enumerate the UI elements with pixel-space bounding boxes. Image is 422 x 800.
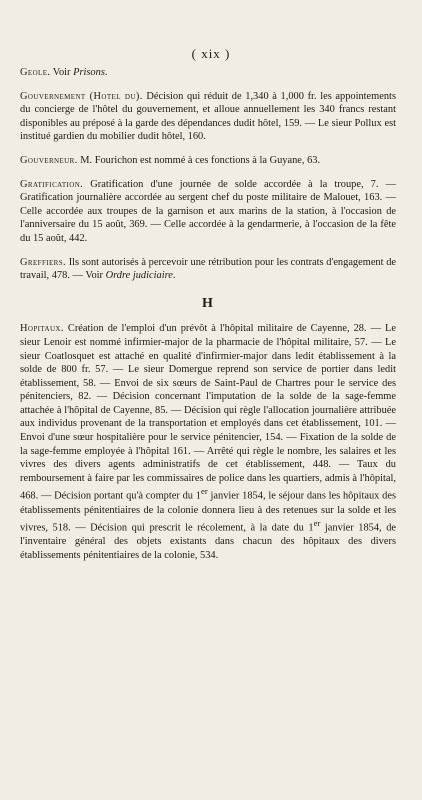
entry-hopitaux	[20, 322, 396, 562]
entry-gouvernement	[20, 90, 396, 144]
entry-reference: Ordre judiciaire	[105, 270, 173, 282]
entry-text: Gratification d'une journée de solde accordée à la troupe, 7. — Gratification journalière accordée au sergent chef du poste militaire de Malouet, 163. — Celle accordée aux troupes de la garnison et aux marins de la station, à l'occasion de l'anniversaire du 15 août, 369. — Celle accordée à la gendarmerie, à l'occasion de la fête du 15 août, 442.	[20, 178, 396, 244]
entry-text: .	[104, 67, 108, 78]
entry-head: Greffiers.	[20, 256, 67, 268]
entry-head: Geole.	[20, 67, 51, 78]
entry-text: Décision qui réduit de 1,340 à 1,000 fr. les appointements du concierge de l'hôtel du gouvernement, et alloue annuellement les 340 francs restant disponibles au préposé à la garde des dépendances dudit hôtel, 159. — Le sieur Pollux est institué gardien du mobilier dudit hôtel, 160.	[20, 90, 396, 143]
entry-gratification	[20, 178, 396, 246]
entry-greffiers	[20, 256, 396, 283]
entry-text: Voir	[50, 67, 74, 78]
entry-text: M. Fourichon est nommé à ces fonctions à la Guyane, 63.	[77, 154, 321, 166]
entry-head: Hopitaux.	[20, 323, 64, 335]
section-letter: H	[202, 295, 214, 311]
superscript: er	[201, 486, 208, 497]
entry-head: Gratification.	[20, 178, 84, 190]
entry-head: Gouvernement (Hotel du).	[20, 90, 143, 102]
entry-head: Gouverneur.	[20, 154, 78, 166]
entry-gouverneur	[20, 154, 396, 168]
entry-geole	[20, 66, 396, 80]
entry-text: .	[172, 270, 176, 282]
entry-text: janvier 1854, de l'inventaire général des objets existants dans chacun des hôpitaux des divers établissements pénitentiaires de la colonie, 534.	[20, 522, 396, 561]
page-number: ( xix )	[191, 46, 231, 61]
index-text	[20, 66, 396, 572]
entry-text: janvier 1854, le séjour dans les hôpitaux des établissements pénitentiaires de la colonie donnera lieu à des retenues sur la solde et les vivres, 518. — Décision qui prescrit le récolement, à la date du 1	[20, 490, 396, 534]
entry-text: Création de l'emploi d'un prévôt à l'hôpital militaire de Cayenne, 28. — Le sieur Lenoir est nommé infirmier-major de la pharmacie de l'hôpital militaire, 57. — Le sieur Coatlosquet est attaché en qualité d'infirmier-major dans ledit établissement à la solde de 800 fr. 57. — Le sieur Domergue reprend son service de portier dans ledit établissement, 58. — Envoi de six sœurs de Saint-Paul de Chartres pour le service des pénitenciers, 82. — Décision concernant l'imputation de la solde de la sage-femme attachée à l'hôpital de Cayenne, 85. — Décision qui règle l'allocation journalière attribuée aux individus provenant de la transportation et employés dans cet établissement, 101. — Envoi d'une sœur hospitalière pour le service pénitencier, 154. — Fixation de la solde de la sage-femme employée à l'hôpital 161. — Arrêté qui règle le nombre, les salaires et les vivres des divers agents administratifs de cet établissement, 448. — Taux du remboursement à faire par les commissaires de police dans les quartiers, admis à l'hôpital, 468. — Décision portant qu'à compter du 1	[20, 323, 396, 502]
entry-reference: Prisons	[73, 67, 105, 78]
superscript: er	[313, 518, 321, 529]
entry-text: Ils sont autorisés à percevoir une rétribution pour les contrats d'engagement de travail, 478. — Voir	[20, 256, 396, 282]
